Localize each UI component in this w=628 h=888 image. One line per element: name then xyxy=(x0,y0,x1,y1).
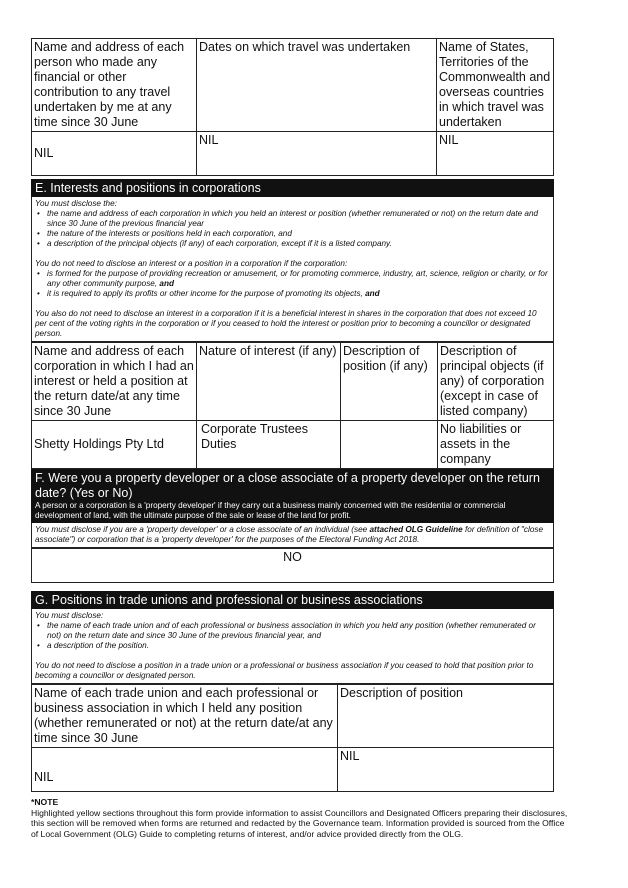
instruction-text: You do not need to disclose a position in a trade union or a professional or business association if you ceased to hold that position prior to becoming a councillor or designated person. xyxy=(35,661,534,680)
instruction-part: You must disclose if you are a 'property developer' or a close associate of an individual (see xyxy=(35,525,368,534)
and-word: and xyxy=(159,279,174,288)
instruction-text: You must disclose the: xyxy=(35,199,117,208)
table-cell: NIL xyxy=(197,132,437,176)
table-header: Name and address of each person who made any financial or other contribution to any travel undertaken by me at any time since 30 June xyxy=(32,39,197,132)
instruction-list xyxy=(35,621,550,651)
and-word: and xyxy=(365,289,380,298)
table-cell: NIL xyxy=(32,748,338,792)
section-e-instructions xyxy=(31,197,554,342)
list-item: • a description of the position. xyxy=(43,641,550,651)
table-cell: NIL xyxy=(32,132,197,176)
table-header: Description of principal objects (if any) of corporation (except in case of listed company) xyxy=(438,343,554,421)
section-e-heading: E. Interests and positions in corporations xyxy=(31,179,554,197)
list-item: • the name and address of each corporation in which you held an interest or position (whether remunerated or not) on the return date and since 30 June of the previous financial year xyxy=(43,209,550,229)
corporations-table xyxy=(31,342,554,469)
table-header: Name and address of each corporation in which I had an interest or held a position at the return date/at any time since 30 June xyxy=(32,343,197,421)
instruction-text: You do not need to disclose an interest or a position in a corporation if the corporation: xyxy=(35,259,348,268)
instruction-text: You must disclose: xyxy=(35,611,104,620)
table-cell: No liabilities or assets in the company xyxy=(438,421,554,469)
list-item: • a description of the principal objects (if any) of each corporation, except if it is a listed company. xyxy=(43,239,550,249)
footnote xyxy=(31,797,571,839)
list-item xyxy=(43,269,550,289)
table-cell: NIL xyxy=(437,132,554,176)
note-title: *NOTE xyxy=(31,797,59,807)
table-header-row xyxy=(32,685,554,748)
table-cell: NIL xyxy=(338,748,554,792)
list-item: • the name of each trade union and of each professional or business association in which you held any position (whether remunerated or not) on the return date and since 30 June of the previous financial year, and xyxy=(43,621,550,641)
table-header: Name of each trade union and each professional or business association in which I held any position (whether remunerated or not) at the return date/at any time since 30 June xyxy=(32,685,338,748)
note-text: Highlighted yellow sections throughout this form provide information to assist Councillors and Designated Officers preparing their disclosures, this section will be removed when forms are returned and redacted by the Governance team. Information provided is sourced from the Office of Local Government (OLG) Guide to completing returns of interest, and/or advice provided directly from the OLG. xyxy=(31,807,568,839)
list-item-text: it is required to apply its profits or other income for the purpose of promoting its objects, xyxy=(47,289,363,298)
table-header: Dates on which travel was undertaken xyxy=(197,39,437,132)
table-header-row xyxy=(32,343,554,421)
table-row xyxy=(32,748,554,792)
table-header: Nature of interest (if any) xyxy=(197,343,341,421)
answer-cell: NO xyxy=(32,549,554,583)
instruction-list xyxy=(35,269,550,299)
table-cell: Corporate Trustees Duties xyxy=(197,421,341,469)
table-cell xyxy=(341,421,438,469)
property-developer-table xyxy=(31,548,554,583)
table-row xyxy=(32,132,554,176)
table-row xyxy=(32,549,554,583)
trade-unions-table xyxy=(31,684,554,792)
disclosure-form xyxy=(31,38,554,792)
section-f-description: A person or a corporation is a 'property developer' if they carry out a business mainly concerned with the residential or commercial development of land, with the ultimate purpose of the sale or lease of the land for profit. xyxy=(35,501,506,520)
table-header-row xyxy=(32,39,554,132)
olg-guideline-reference: attached OLG Guideline xyxy=(369,525,463,534)
instruction-list xyxy=(35,209,550,249)
table-header: Description of position (if any) xyxy=(341,343,438,421)
table-row xyxy=(32,421,554,469)
table-cell: Shetty Holdings Pty Ltd xyxy=(32,421,197,469)
instruction-part: for definition of "close associate") or corporation that is a 'property developer' for the purposes of the Electoral Funding Act 2018. xyxy=(35,525,544,544)
table-header: Name of States, Territories of the Commonwealth and overseas countries in which travel was undertaken xyxy=(437,39,554,132)
section-g-instructions xyxy=(31,609,554,684)
list-item: • the nature of the interests or positions held in each corporation, and xyxy=(43,229,550,239)
travel-table xyxy=(31,38,554,176)
section-g-heading: G. Positions in trade unions and professional or business associations xyxy=(31,591,554,609)
list-item xyxy=(43,289,550,299)
section-f-title: F. Were you a property developer or a close associate of a property developer on the return date? (Yes or No) xyxy=(35,471,540,500)
section-f-heading xyxy=(31,469,554,523)
instruction-text xyxy=(35,525,550,545)
instruction-text: You also do not need to disclose an interest in a corporation if it is a beneficial interest in shares in the corporation that does not exceed 10 per cent of the voting rights in the corporation or if you ceased to hold the interest or position prior to becoming a councillor or designated person. xyxy=(35,309,537,338)
table-header: Description of position xyxy=(338,685,554,748)
section-f-instructions xyxy=(31,523,554,548)
list-item-text: is formed for the purpose of providing recreation or amusement, or for promoting commerce, industry, art, science, religion or charity, or for any other community purpose, xyxy=(47,269,548,288)
